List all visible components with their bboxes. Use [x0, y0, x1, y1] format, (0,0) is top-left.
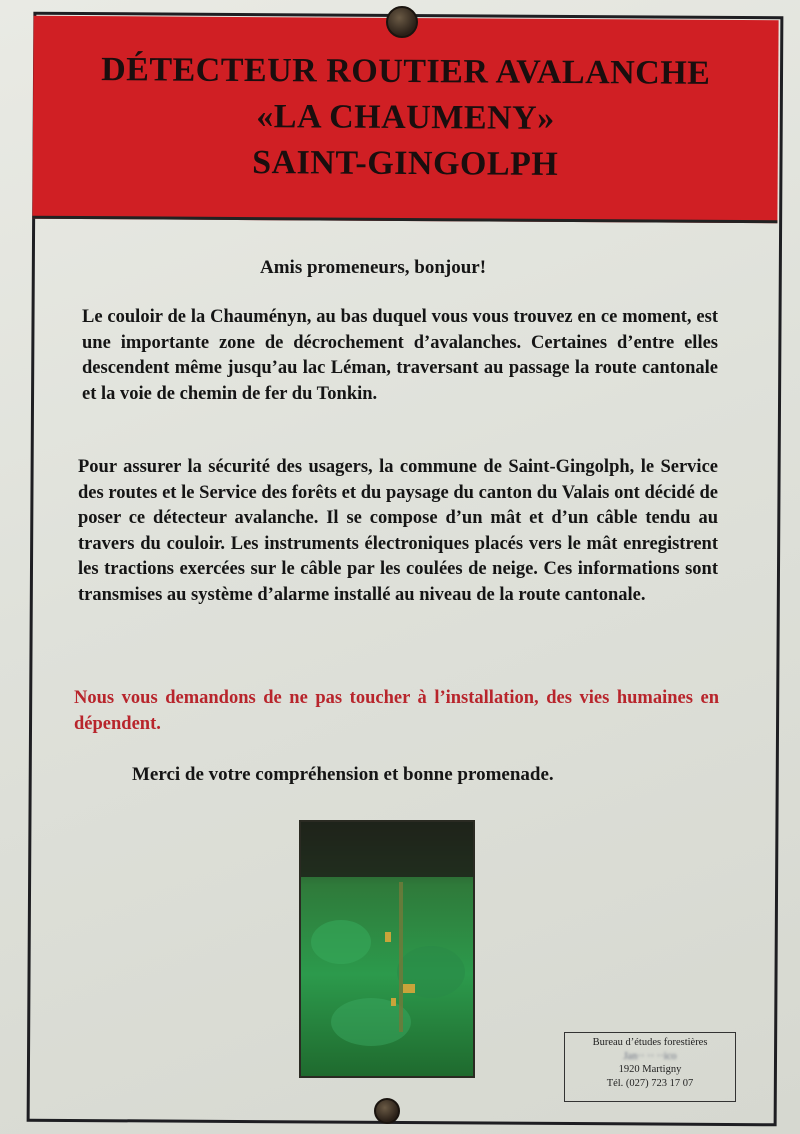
bottom-screw: [374, 1098, 400, 1124]
title-line-2: «LA CHAUMENY»: [256, 98, 555, 137]
contact-line-2: Jan·· ·· ··ico: [623, 1050, 677, 1062]
thanks-text: Merci de votre compréhension et bonne promenade.: [132, 764, 554, 785]
forest-mast-image: [301, 822, 473, 1076]
greeting-text: Amis promeneurs, bonjour!: [260, 257, 487, 278]
paragraph-2: Pour assurer la sécurité des usagers, la commune de Saint-Gingolph, le Service des routes et le Service des forêts et du paysage du canton du Valais ont décidé de poser ce détecteur avalanche. Il se compose d’un mât et d’un câble tendu au travers du couloir. Les instruments électroniques placés vers le mât enregistrent les tractions exercées sur le câble par les coulées de neige. Ces informations sont transmises au système d’alarme installé au niveau de la route cantonale.: [78, 457, 718, 605]
paragraph-1: Le couloir de la Chauményn, au bas duquel vous vous trouvez en ce moment, est une importante zone de décrochement d’avalanches. Certaines d’entre elles descendent même jusqu’au lac Léman, traversant au passage la route cantonale et la voie de chemin de fer du Tonkin.: [82, 307, 718, 404]
title-line-3: SAINT-GINGOLPH: [252, 144, 559, 183]
top-screw: [386, 6, 418, 38]
warning-text: Nous vous demandons de ne pas toucher à l’installation, des vies humaines en dépendent.: [74, 688, 719, 734]
contact-line-4: Tél. (027) 723 17 07: [606, 1077, 694, 1089]
title-line-1: DÉTECTEUR ROUTIER AVALANCHE: [101, 51, 711, 92]
contact-box: [564, 1032, 736, 1102]
sign-header: [32, 16, 778, 224]
contact-line-3: 1920 Martigny: [618, 1064, 682, 1075]
mast-photo: [299, 820, 475, 1078]
contact-line-1: Bureau d’études forestières: [592, 1037, 708, 1048]
